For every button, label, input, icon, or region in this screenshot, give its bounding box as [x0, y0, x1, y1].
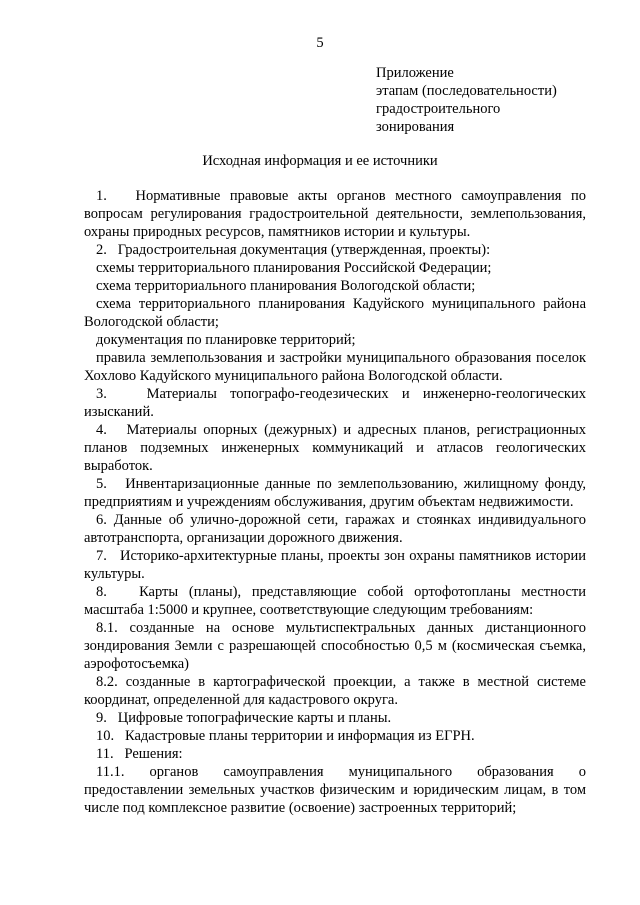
list-item: 11.1. органов самоуправления муниципального образования о предоставлении земельных участков физическим и юридическим лицам, в том числе под комплексное развитие (освоение) застроенных территорий;	[84, 764, 586, 816]
list-item: 8.2. созданные в картографической проекции, а также в местной системе координат, определенной для кадастрового округа.	[84, 674, 586, 708]
list-item: 4. Материалы опорных (дежурных) и адресных планов, регистрационных планов подземных инженерных коммуникаций и атласов геологических выработок.	[84, 422, 586, 474]
list-item: 11. Решения:	[96, 746, 183, 762]
list-item: 3. Материалы топографо-геодезических и инженерно-геологических изысканий.	[84, 386, 586, 420]
list-item: схемы территориального планирования Российской Федерации;	[96, 260, 492, 276]
list-item: 2. Градостроительная документация (утвержденная, проекты):	[96, 242, 491, 258]
appendix-header	[376, 64, 616, 136]
list-item: 7. Историко-архитектурные планы, проекты зон охраны памятников истории культуры.	[84, 548, 586, 582]
appendix-line: градостроительного	[376, 101, 501, 117]
list-item: схема территориального планирования Кадуйского муниципального района Вологодской области;	[84, 296, 586, 330]
appendix-line: зонирования	[376, 119, 455, 135]
appendix-line: этапам (последовательности)	[376, 83, 557, 99]
list-item: 10. Кадастровые планы территории и информация из ЕГРН.	[96, 728, 475, 744]
list-item: 9. Цифровые топографические карты и планы.	[96, 710, 392, 726]
list-item: схема территориального планирования Вологодской области;	[96, 278, 476, 294]
list-item: 8.1. созданные на основе мультиспектральных данных дистанционного зондирования Земли с разрешающей способностью 0,5 м (космическая съемка, аэрофотосъемка)	[84, 620, 586, 672]
appendix-line: Приложение	[376, 65, 454, 81]
list-item: 6. Данные об улично-дорожной сети, гаражах и стоянках индивидуального автотранспорта, организации дорожного движения.	[84, 512, 586, 546]
list-item: документация по планировке территорий;	[96, 332, 356, 348]
list-item: 5. Инвентаризационные данные по землепользованию, жилищному фонду, предприятиям и учреждениям обслуживания, другим объектам недвижимости.	[84, 476, 586, 510]
document-body	[84, 187, 586, 817]
page-number: 5	[316, 35, 324, 51]
list-item: 1. Нормативные правовые акты органов местного самоуправления по вопросам регулирования градостроительной деятельности, землепользования, охраны природных ресурсов, памятников истории и культуры.	[84, 188, 586, 240]
list-item: 8. Карты (планы), представляющие собой ортофотопланы местности масштаба 1:5000 и крупнее, соответствующие следующим требованиям:	[84, 584, 586, 618]
document-title: Исходная информация и ее источники	[202, 153, 438, 169]
list-item: правила землепользования и застройки муниципального образования поселок Хохлово Кадуйского муниципального района Вологодской области.	[84, 350, 586, 384]
